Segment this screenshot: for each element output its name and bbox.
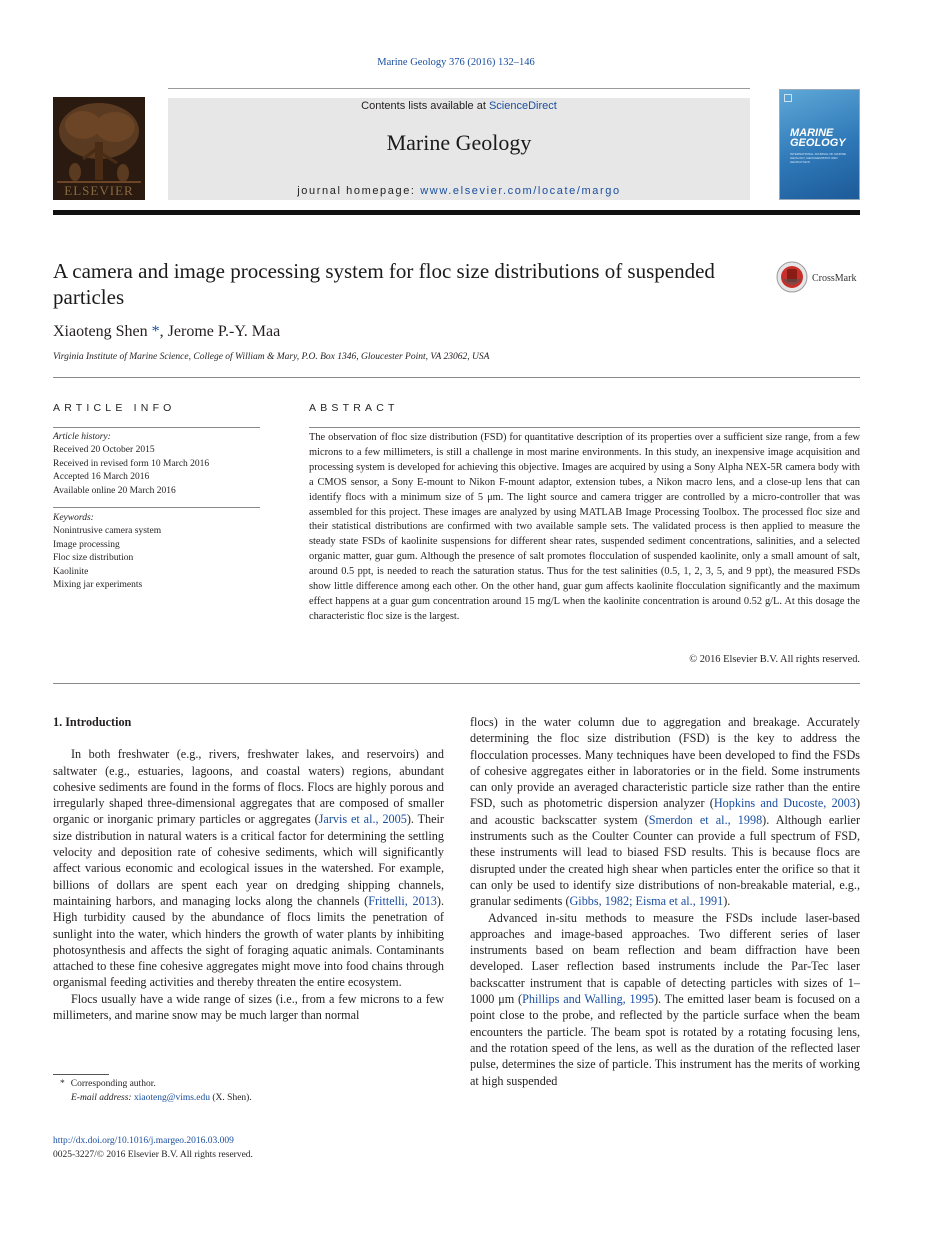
email-link[interactable]: xiaoteng@vims.edu — [133, 1092, 211, 1103]
keyword-item: Kaolinite — [53, 566, 89, 577]
contents-line — [168, 100, 750, 112]
citation-link[interactable]: Jarvis et al., 2005 — [318, 812, 407, 827]
text: ). Although earlier instruments such as the Coulter Counter can provide a full spectrum of FSD, these instruments will lead to biased FSD results. This is because flocs are disrupted under the created high shear when particles enter the orifice so that it can only be used to identify size distributions of non-breakable material, e.g., granular sediments ( — [470, 812, 861, 909]
keyword-item: Nonintrusive camera system — [53, 526, 162, 537]
journal-title: Marine Geology — [386, 130, 532, 155]
crossmark-button[interactable] — [776, 261, 866, 295]
crossmark-icon — [776, 261, 808, 293]
article-history — [53, 431, 260, 498]
paragraph — [53, 746, 444, 990]
keywords-label: Keywords: — [53, 513, 94, 523]
paragraph: Flocs usually have a wide range of sizes (i.e., from a few microns to a few millimeters, and marine snow may be much larger than normal — [53, 991, 444, 1023]
cover-title: MARINE GEOLOGY — [790, 127, 846, 149]
divider — [53, 683, 860, 684]
homepage-link[interactable]: www.elsevier.com/locate/margo — [420, 185, 621, 197]
corresponding-author-mark[interactable]: * — [151, 323, 160, 340]
keywords — [53, 512, 260, 592]
text: flocs) in the water column due to aggregation and breakage. Accurately determining the floc size distribution (FSD) is the key to address the flocculation processes. Many techniques have been developed to find the FSDs of cohesive aggregates either in laboratories or in the field. Some instruments can only provide an averaged characteristic particle size rather than the entire FSD, such as photometric dispersion analyzer ( — [470, 715, 860, 811]
homepage-prefix: journal homepage: — [297, 185, 421, 197]
publisher-logo-text: ELSEVIER — [64, 183, 134, 198]
divider — [53, 427, 260, 428]
text: ). — [723, 894, 731, 909]
contents-prefix: Contents lists available at — [361, 100, 489, 112]
elsevier-logo[interactable] — [53, 97, 145, 200]
footnote-email — [60, 1092, 440, 1106]
doi-link[interactable]: http://dx.doi.org/10.1016/j.margeo.2016.03.009 — [53, 1136, 234, 1146]
abstract-heading: ABSTRACT — [309, 402, 399, 414]
abstract-text: The observation of floc size distribution (FSD) for quantitative description of its properties over a sufficient size range, from a few microns to a few millimeters, is still a challenge in most marine environments. In this study, an inexpensive image acquisition and processing system is developed for achieving this objective. Images are acquired by using a Sony Alpha NEX-5R camera body with a CMOS sensor, a Sony E-mount to Nikon F-mount adaptor, extension tubes, a Nikon macro lens, and a close-up lens that can identify flocs with a minimum size of 5 μm. The light source and camera trigger are controlled by a micro-controller that was assembled for this project. These images are analyzed by using MATLAB Image Processing Toolbox. The processed floc size and their statistical distributions are confirmed with two available sample sets. The validated process is then applied to measure the steady state FSDs of kaolinite suspensions for different shear rates, suspended sediment concentrations, salinities, and a selected organic matter, guar gum. Although the presence of salt promotes flocculation of suspended kaolinite, only a small amount of salt, around 0.5 ppt, is needed to reach the saturation status. Thus for the test salinities (0.5, 1, 2, 3, 5, and 9 ppt), the measured FSDs show little difference among each other. On the other hand, guar gum affects kaolinite flocculation significantly and the maximum effect happens at a guar gum concentration around 15 mg/L when the kaolinite concentration is around 0.52 g/L. At this dosage the characteristic floc size is the largest. — [309, 432, 860, 622]
footnote-corresponding — [60, 1078, 440, 1092]
crossmark-label: CrossMark — [812, 273, 857, 284]
citation-link[interactable]: Hopkins and Ducoste, 2003 — [713, 796, 856, 811]
cover-badge-icon — [784, 94, 792, 102]
footnote-label: Corresponding author. — [70, 1079, 156, 1089]
text: In both freshwater (e.g., rivers, freshwater lakes, and reservoirs) and saltwater (e.g., estuaries, lagoons, and coastal waters) regions, abundant cohesive sediments are found in the forms of flocs. Flocs are highly porous and irregularly shaped three-dimensional aggregates that are composed of smaller organic or inorganic primary particles or aggregates ( — [53, 747, 444, 827]
article-title: A camera and image processing system for floc size distributions of suspended particles — [53, 259, 715, 309]
author-separator: , — [159, 323, 168, 340]
author-1: Xiaoteng Shen — [53, 323, 148, 340]
history-item: Received 20 October 2015 — [53, 445, 155, 456]
text: Advanced in-situ methods to measure the FSDs include laser-based approaches and image-based approaches. Two different series of laser instruments based on beam reflection and beam diffraction have been developed. Laser reflection based instruments include the Par-Tec laser backscatter instrument that is capable of detecting particles with sizes of 1–1000 μm ( — [470, 910, 860, 1007]
citation-link[interactable]: Frittelli, 2013 — [368, 893, 437, 908]
sciencedirect-link[interactable]: ScienceDirect — [488, 100, 557, 112]
article-info-heading: ARTICLE INFO — [53, 402, 176, 414]
text: ). High turbidity caused by the abundance of flocs limits the penetration of sunlight into the water, which hinders the growth of water plants by inhibiting photosynthesis and affects the sight of foraging aquatic animals. Contaminants attached to these fine cohesive aggregates might move into food chains through organismal feeding activities and thereby threaten the entire ecosystem. — [53, 893, 444, 990]
page-footer — [53, 1135, 453, 1162]
footnote — [60, 1078, 440, 1105]
affiliation: Virginia Institute of Marine Science, College of William & Mary, P.O. Box 1346, Gloucester Point, VA 23062, USA — [53, 352, 490, 362]
journal-reference[interactable]: Marine Geology 376 (2016) 132–146 — [377, 57, 535, 68]
footnote-mark: * — [60, 1079, 65, 1089]
authors-line — [53, 323, 753, 341]
paragraph — [470, 714, 860, 910]
history-label: Article history: — [53, 432, 111, 442]
journal-cover-image[interactable] — [779, 89, 860, 200]
masthead-top-rule — [168, 88, 750, 89]
journal-homepage — [168, 185, 750, 197]
citation-link[interactable]: Smerdon et al., 1998 — [648, 812, 763, 827]
keyword-item: Mixing jar experiments — [53, 580, 143, 591]
divider — [53, 377, 860, 378]
cover-subtitle: INTERNATIONAL JOURNAL OF MARINE GEOLOGY, GEOCHEMISTRY AND GEOPHYSICS — [790, 152, 846, 164]
history-item: Received in revised form 10 March 2016 — [53, 458, 210, 469]
email-label: E-mail address: — [71, 1092, 134, 1103]
abstract-copyright: © 2016 Elsevier B.V. All rights reserved. — [689, 654, 860, 665]
email-suffix: (X. Shen). — [210, 1092, 252, 1103]
text: ) and acoustic backscatter system ( — [470, 796, 861, 827]
paragraph — [470, 910, 860, 1089]
section-title: 1. Introduction — [53, 715, 132, 729]
text: ). Their size distribution in natural waters is a critical factor for determining the settling velocity and deposition rate of cohesive sediments, which will significantly affect various economic and ecological issues in the watershed. For example, billions of dollars are spent each year on dredging shipping channels, maintaining harbors, and managing locks along the channels ( — [53, 812, 444, 908]
body-right-column — [470, 714, 860, 1089]
history-item: Accepted 16 March 2016 — [53, 472, 150, 483]
text: ). The emitted laser beam is focused on a point close to the probe, and reflected by the particle surface when the beam encounters the particle. The beam spot is rotated by a rotating focusing lens, and the rotation speed of the lens, as well as the duration of the reflected laser pulse, determines the size of particle. This instrument has the merits of working at high suspended — [470, 992, 860, 1088]
footnote-rule — [53, 1074, 109, 1075]
citation-link[interactable]: Phillips and Walling, 1995 — [522, 992, 654, 1007]
body-left-column — [53, 714, 444, 1023]
citation-link[interactable]: Gibbs, 1982; Eisma et al., 1991 — [569, 894, 724, 909]
keyword-item: Image processing — [53, 539, 120, 550]
author-2: Jerome P.-Y. Maa — [167, 323, 281, 340]
keyword-item: Floc size distribution — [53, 553, 134, 564]
divider — [53, 507, 260, 508]
divider — [309, 427, 860, 428]
masthead-bottom-rule — [53, 210, 860, 215]
history-item: Available online 20 March 2016 — [53, 485, 176, 496]
issn-line: 0025-3227/© 2016 Elsevier B.V. All rights reserved. — [53, 1149, 253, 1160]
